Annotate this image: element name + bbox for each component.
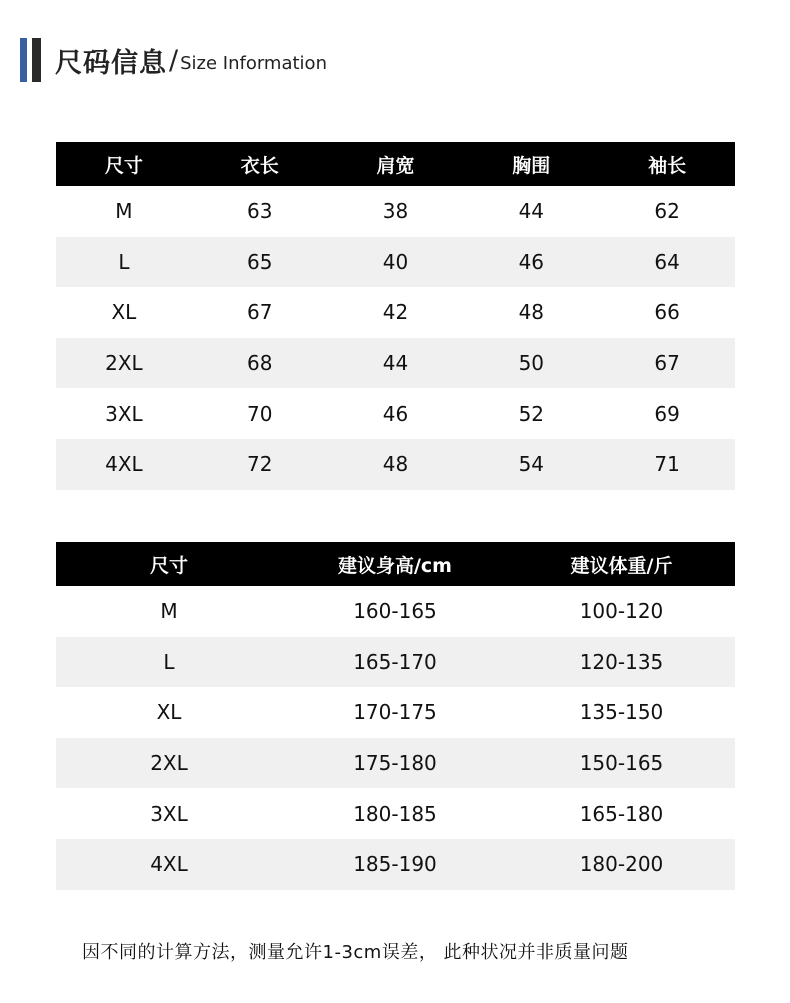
- cell-size: 4XL: [56, 839, 282, 890]
- cell-height: 165-170: [282, 637, 508, 688]
- cell-size: XL: [156, 700, 182, 725]
- table-row: [56, 637, 735, 688]
- cell-weight: 120-135: [508, 637, 735, 688]
- cell-shoulder: 42: [382, 300, 409, 325]
- cell-height: 160-165: [353, 599, 437, 624]
- cell-size: M: [160, 599, 178, 624]
- cell-chest: 46: [463, 237, 599, 288]
- cell-chest: 50: [463, 338, 599, 389]
- cell-weight: 100-120: [579, 599, 664, 624]
- page-title: 尺码信息: [55, 47, 167, 79]
- table-row: [56, 586, 735, 637]
- cell-shoulder: 46: [382, 401, 409, 426]
- column-header-chest: 胸围: [463, 142, 599, 186]
- measurement-table: [56, 142, 735, 490]
- column-header-shoulder: 肩宽: [328, 142, 464, 186]
- cell-length: 68: [192, 338, 328, 389]
- cell-length: 70: [246, 401, 273, 426]
- page-subtitle: Size Information: [180, 52, 327, 74]
- cell-size: 2XL: [56, 338, 192, 389]
- column-header-weight: 建议体重/斤: [508, 542, 735, 586]
- cell-size: L: [56, 637, 282, 688]
- recommendation-table: [56, 542, 735, 890]
- table-row: [56, 287, 735, 338]
- table-row: [56, 388, 735, 439]
- cell-shoulder: 44: [328, 338, 464, 389]
- cell-height: 180-185: [353, 801, 437, 826]
- cell-shoulder: 48: [328, 439, 464, 490]
- cell-sleeve: 71: [599, 439, 735, 490]
- table-row: [56, 738, 735, 789]
- cell-size: 3XL: [150, 801, 188, 826]
- cell-height: 185-190: [282, 839, 508, 890]
- cell-size: L: [56, 237, 192, 288]
- cell-chest: 54: [463, 439, 599, 490]
- column-header-size: 尺寸: [56, 142, 192, 186]
- column-header-sleeve: 袖长: [599, 142, 735, 186]
- cell-size: 2XL: [56, 738, 282, 789]
- cell-length: 72: [192, 439, 328, 490]
- cell-length: 63: [246, 199, 273, 224]
- cell-weight: 165-180: [579, 801, 664, 826]
- cell-height: 175-180: [282, 738, 508, 789]
- cell-chest: 48: [518, 300, 545, 325]
- cell-size: 4XL: [56, 439, 192, 490]
- cell-shoulder: 40: [328, 237, 464, 288]
- section-header: [20, 38, 327, 82]
- cell-height: 170-175: [353, 700, 437, 725]
- cell-sleeve: 66: [654, 300, 680, 325]
- table-row: [56, 338, 735, 389]
- cell-weight: 150-165: [508, 738, 735, 789]
- column-header-size: 尺寸: [56, 542, 282, 586]
- cell-length: 65: [192, 237, 328, 288]
- table-row: [56, 439, 735, 490]
- cell-size: M: [115, 199, 133, 224]
- table-row: [56, 839, 735, 890]
- cell-chest: 44: [518, 199, 545, 224]
- table-header-row: [56, 542, 735, 586]
- cell-length: 67: [246, 300, 273, 325]
- cell-chest: 52: [518, 401, 545, 426]
- cell-sleeve: 67: [599, 338, 735, 389]
- column-header-length: 衣长: [192, 142, 328, 186]
- cell-sleeve: 62: [654, 199, 680, 224]
- table-row: [56, 186, 735, 237]
- table-row: [56, 687, 735, 738]
- measurement-disclaimer: 因不同的计算方法，测量允许1-3cm误差， 此种状况并非质量问题: [82, 942, 629, 963]
- cell-size: XL: [111, 300, 137, 325]
- table-row: [56, 237, 735, 288]
- cell-weight: 180-200: [508, 839, 735, 890]
- table-header-row: [56, 142, 735, 186]
- cell-sleeve: 64: [599, 237, 735, 288]
- accent-bar-dark: [32, 38, 41, 82]
- column-header-height: 建议身高/cm: [282, 542, 508, 586]
- cell-size: 3XL: [105, 401, 143, 426]
- cell-weight: 135-150: [579, 700, 664, 725]
- title-separator: /: [169, 44, 179, 76]
- table-row: [56, 788, 735, 839]
- cell-shoulder: 38: [382, 199, 409, 224]
- cell-sleeve: 69: [654, 401, 680, 426]
- accent-bar: [20, 38, 27, 82]
